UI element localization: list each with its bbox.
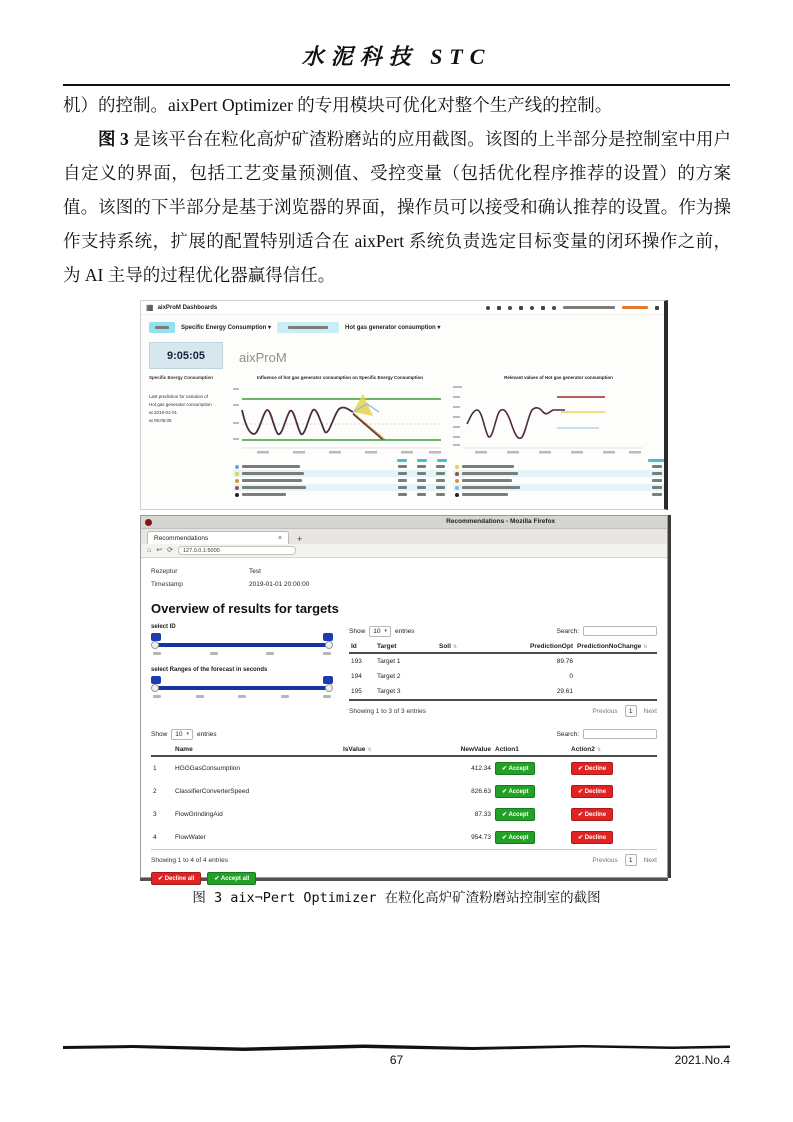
firefox-window: [140, 515, 668, 882]
side-label: Hot gas generator consumption: [149, 402, 212, 407]
timestamp-label: Timestamp: [151, 581, 183, 588]
clock-row: [149, 341, 664, 369]
timestamp-value: 2019-01-01 20:00:00: [249, 581, 310, 588]
issue-number: 2021.No.4: [674, 1053, 730, 1067]
reload-icon[interactable]: ⟳: [167, 546, 173, 554]
legend-item[interactable]: [233, 491, 447, 498]
journal-title: 水泥科技 STC: [301, 44, 492, 69]
aixprom-dashboard: [140, 300, 668, 510]
relevant-values-chart-title: Relevant values of Hot gas generator consumption: [504, 375, 613, 380]
accept-button[interactable]: ✔ Accept: [495, 808, 535, 821]
influence-chart-legend: [233, 458, 447, 498]
col-target[interactable]: Target: [375, 641, 437, 653]
window-menu-icon[interactable]: [145, 519, 152, 526]
toolbar-icon[interactable]: [508, 306, 512, 310]
toolbar-icon[interactable]: [519, 306, 523, 310]
figure-3-screenshot: [140, 300, 668, 882]
legend-item[interactable]: [233, 484, 447, 491]
figure-caption: 图 3 aix¬Pert Optimizer 在粒化高炉矿渣粉磨站控制室的截图: [192, 890, 601, 906]
influence-chart: [233, 373, 447, 498]
sort-icon: ⇅: [596, 747, 602, 753]
page-1-button[interactable]: 1: [625, 705, 637, 717]
actions-table-footer: [151, 854, 657, 866]
decline-button[interactable]: ✔ Decline: [571, 785, 613, 798]
paragraph-2: [63, 122, 731, 292]
navigation-bar: [141, 544, 667, 558]
figure-reference: 图 3: [98, 129, 129, 149]
id-range-slider[interactable]: [151, 633, 333, 650]
legend-item[interactable]: [453, 491, 664, 498]
legend-item[interactable]: [233, 470, 447, 477]
target-row[interactable]: 194 Target 2 0: [351, 673, 573, 680]
toolbar-icon[interactable]: [530, 306, 534, 310]
next-button[interactable]: Next: [643, 856, 657, 864]
col-prediction-opt[interactable]: PredictionOpt: [503, 641, 575, 653]
page-number: 67: [389, 1053, 404, 1067]
rezeptur-label: Rezeptur: [151, 568, 178, 575]
col-action2[interactable]: Action2 ⇅: [569, 744, 657, 756]
relevant-values-legend: [453, 458, 664, 498]
legend-item[interactable]: [233, 477, 447, 484]
legend-item[interactable]: [453, 477, 664, 484]
select-id-label: select ID: [151, 624, 176, 630]
url-text: 127.0.0.1:5000: [182, 547, 220, 554]
address-bar[interactable]: [178, 546, 296, 555]
legend-item[interactable]: [453, 484, 664, 491]
entries-label: entries: [395, 627, 415, 635]
targets-pagination: [592, 705, 657, 717]
action-row: 3 FlowGrindingAid 87.33 ✔ Accept ✔ Decline: [151, 803, 657, 826]
app-grid-icon[interactable]: ▦: [146, 302, 154, 312]
influence-chart-title: Influence of hot gas generator consumption on Specific Energy Consumption: [256, 375, 423, 380]
results-heading: Overview of results for targets: [151, 601, 339, 616]
legend-item[interactable]: [233, 463, 447, 470]
decline-button[interactable]: ✔ Decline: [571, 831, 613, 844]
decline-button[interactable]: ✔ Decline: [571, 762, 613, 775]
sort-icon: ⇅: [367, 747, 372, 753]
prediction-side-labels: [149, 373, 233, 498]
clock-display: 9:05:05: [149, 342, 223, 369]
search-label: Search:: [556, 627, 579, 635]
accept-button[interactable]: ✔ Accept: [495, 831, 535, 844]
actions-search-input[interactable]: [583, 729, 657, 739]
actions-show-row: [151, 727, 657, 741]
targets-table-footer: [349, 705, 657, 717]
slider-handle-left[interactable]: [151, 684, 159, 692]
specific-energy-selector[interactable]: Specific Energy Consumption ▾: [181, 325, 272, 331]
forecast-range-slider[interactable]: [151, 676, 333, 693]
slider-max-button[interactable]: [323, 633, 333, 641]
show-label: Show: [349, 627, 366, 635]
legend-item[interactable]: [453, 470, 664, 477]
input-filter-chip[interactable]: [149, 322, 175, 333]
side-label: at 2019-01-01: [149, 410, 178, 415]
action-row: 1 HGGGasConsumption 412.34 ✔ Accept ✔ Decline: [151, 756, 657, 780]
col-name[interactable]: Name: [173, 744, 341, 756]
action-row: 4 FlowWater 954.73 ✔ Accept ✔ Decline: [151, 826, 657, 850]
side-label: Last prediction for variation of: [149, 394, 209, 399]
hot-gas-selector[interactable]: Hot gas generator consumption ▾: [345, 325, 441, 331]
toolbar-text-illegible: [563, 306, 615, 309]
side-label: Specific Energy Consumption: [149, 375, 214, 380]
dashboard-topbar: [141, 301, 664, 315]
window-title: Recommendations - Mozilla Firefox: [446, 518, 556, 525]
action-row: 2 ClassifierConverterSpeed 826.63 ✔ Accept ✔ Decline: [151, 780, 657, 803]
previous-button[interactable]: Previous: [592, 707, 618, 715]
toolbar-icon[interactable]: [486, 306, 490, 310]
slider-max-button[interactable]: [323, 676, 333, 684]
sort-icon: ⇅: [643, 644, 648, 650]
slider-min-button[interactable]: [151, 633, 161, 641]
target-row[interactable]: 193 Target 1 89.76: [351, 658, 573, 665]
timestamp-row: [151, 578, 657, 591]
tab-bar: [141, 529, 667, 544]
relevant-values-chart: [453, 373, 664, 498]
dashboard-body: [149, 373, 664, 498]
target-row[interactable]: 195 Target 3 29.61: [349, 684, 657, 700]
tab-title: Recommendations: [154, 534, 209, 542]
decline-button[interactable]: ✔ Decline: [571, 808, 613, 821]
toolbar-icon[interactable]: [497, 306, 501, 310]
dashboard-app-title[interactable]: aixProM Dashboards: [157, 304, 218, 311]
show-label: Show: [151, 730, 168, 738]
targets-table-area: [349, 624, 657, 717]
paragraph-1: 机）的控制。aixPert Optimizer 的专用模块可优化对整个生产线的控制。: [63, 95, 613, 115]
aixprom-brand: aixProM: [239, 350, 287, 365]
actions-table-area: [151, 727, 657, 885]
toolbar-icon[interactable]: [552, 306, 556, 310]
select-ranges-label: select Ranges of the forecast in seconds: [151, 667, 268, 673]
entries-label: entries: [197, 730, 217, 738]
footer-rule: [63, 1043, 730, 1052]
targets-table: [349, 641, 657, 701]
page-1-button[interactable]: 1: [625, 854, 637, 866]
targets-summary: Showing 1 to 3 of 3 entries: [349, 707, 426, 715]
toolbar-icon[interactable]: [541, 306, 545, 310]
slider-column: [151, 624, 333, 717]
accept-all-button[interactable]: ✔ Accept all: [207, 872, 256, 885]
header-rule: [63, 84, 730, 86]
slider-track[interactable]: [153, 643, 331, 647]
accept-button[interactable]: ✔ Accept: [495, 785, 535, 798]
col-soll[interactable]: Soll ⇅: [437, 641, 503, 653]
slider-handle-left[interactable]: [151, 641, 159, 649]
sort-icon: ⇅: [452, 644, 458, 650]
home-icon[interactable]: ⌂: [147, 546, 152, 554]
variation-filter-chip[interactable]: [277, 322, 339, 333]
next-button[interactable]: Next: [643, 707, 657, 715]
slider-tick-labels: [151, 695, 333, 698]
entries-select[interactable]: 10 ▾: [369, 626, 391, 637]
side-label: at 09:05:05: [149, 418, 172, 423]
search-label: Search:: [556, 730, 579, 738]
actions-summary: Showing 1 to 4 of 4 entries: [151, 856, 228, 864]
paragraph-2-text: 是该平台在粒化高炉矿渣粉磨站的应用截图。该图的上半部分是控制室中用户自定义的界面，包括工艺变量预测值、受控变量（包括优化程序推荐的设置）的方案值。该图的下半部分是基于浏览器的界面，操作员可以接受和确认推荐的设置。作为操作支持系统，扩展的配置特别适合在 aixPert 系统负责选定目标变量的闭环操作之前，为 AI 主导的过程优化器赢得信任。: [63, 129, 732, 285]
targets-search-input[interactable]: [583, 626, 657, 636]
decline-all-button[interactable]: ✔ Decline all: [151, 872, 201, 885]
accept-button[interactable]: ✔ Accept: [495, 762, 535, 775]
back-icon[interactable]: ↩: [156, 546, 163, 554]
slider-min-button[interactable]: [151, 676, 161, 684]
actions-table: [151, 744, 657, 850]
dashboard-toolbar-icons: [486, 306, 659, 310]
bulk-action-row: [151, 872, 657, 885]
col-prediction-nochange[interactable]: PredictionNoChange ⇅: [575, 641, 657, 653]
slider-tick-labels: [151, 652, 333, 655]
entries-select[interactable]: 10 ▾: [171, 729, 193, 740]
tab-close-icon[interactable]: ×: [277, 534, 282, 542]
previous-button[interactable]: Previous: [592, 856, 618, 864]
col-newvalue[interactable]: NewValue: [437, 744, 493, 756]
toolbar-icon[interactable]: [655, 306, 659, 310]
targets-show-row: [349, 624, 657, 638]
new-tab-button[interactable]: +: [297, 534, 303, 544]
relevant-values-plot: [453, 382, 649, 456]
col-isvalue[interactable]: IsValue ⇅: [341, 744, 437, 756]
rezeptur-value: Test: [249, 568, 261, 575]
controls-area: [151, 624, 657, 717]
rezeptur-row: [151, 565, 657, 578]
filter-chip-row: [149, 321, 664, 334]
actions-pagination: [592, 854, 657, 866]
influence-chart-plot: [233, 382, 447, 456]
legend-item[interactable]: [453, 463, 664, 470]
slider-handle-right[interactable]: [325, 684, 333, 692]
toolbar-link-illegible[interactable]: [622, 306, 648, 309]
recommendations-tab[interactable]: [147, 531, 289, 544]
page-content: [141, 558, 667, 885]
slider-handle-right[interactable]: [325, 641, 333, 649]
window-titlebar[interactable]: [141, 516, 667, 529]
slider-track[interactable]: [153, 686, 331, 690]
col-id[interactable]: Id: [349, 641, 375, 653]
col-action1[interactable]: Action1: [493, 744, 569, 756]
